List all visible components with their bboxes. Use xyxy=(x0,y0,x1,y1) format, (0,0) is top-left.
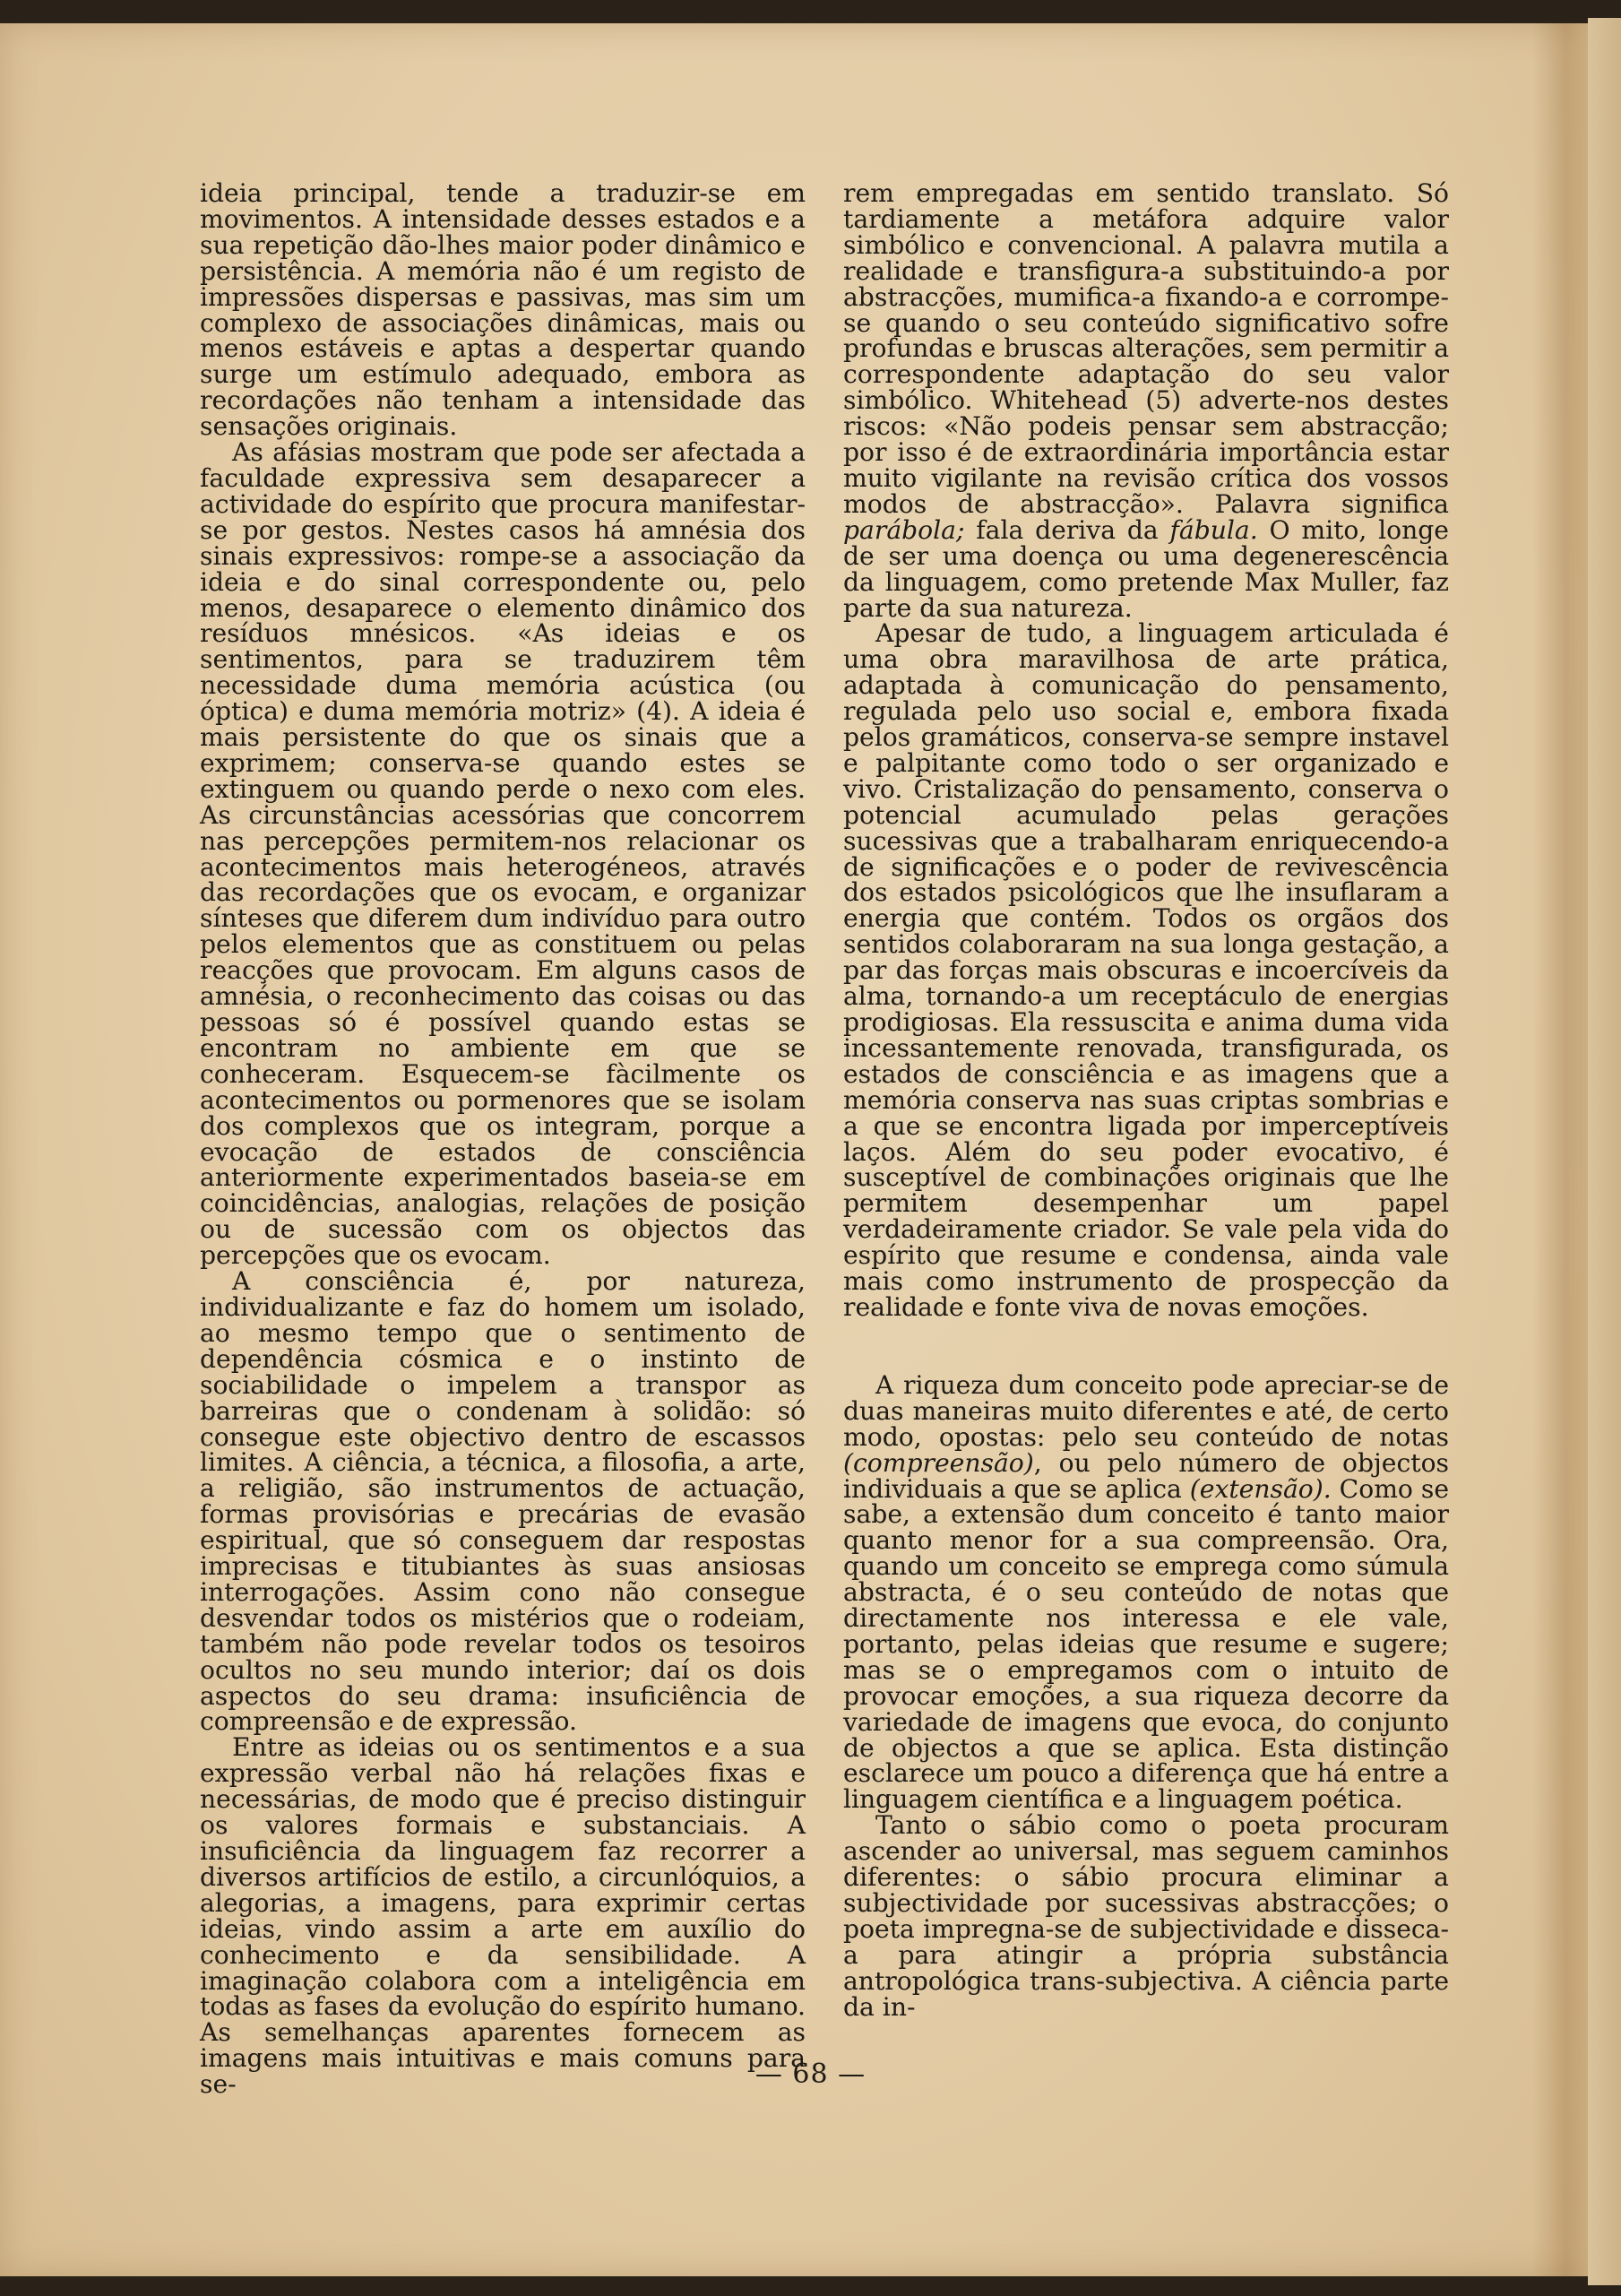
paragraph: A consciência é, por natureza, individualizante e faz do homem um isolado, ao mesmo tempo que o sentimento de dependência cósmica e o instinto de sociabilidade o impelem a transpor as barreiras que o condenam à solidão: só consegue este objectivo dentro de escassos limites. A ciência, a técnica, a filosofia, a arte, a religião, são instrumentos de actuação, formas provisórias e precárias de evasão espiritual, que só conseguem dar respostas imprecisas e titubiantes às suas ansiosas interrogações. Assim cono não consegue desvendar todos os mistérios que o rodeiam, também não pode revelar todos os tesoiros ocultos no seu mundo interior; daí os dois aspectos do seu drama: insuficiência de compreensão e de expressão. xyxy=(200,1266,806,1737)
text-run: rem empregadas em sentido translato. Só tardiamente a metáfora adquire valor simbólico e convencional. A palavra mutila a realidade e transfigura-a substituindo-a por abstracções, mumifica-a fixando-a e corrompe-se quando o seu conteúdo significativo sofre profundas e bruscas alterações, sem permitir a correspondente adaptação do seu valor simbólico. Whitehead (5) adverte-nos destes riscos: «Não podeis pensar sem abstracção; por isso é de extraordinária importância estar muito vigilante na revisão crítica dos vossos modos de abstracção». Palavra significa xyxy=(843,178,1449,519)
text-run: Como se sabe, a extensão dum conceito é tanto maior quanto menor for a sua compreensão. Ora, quando um conceito se emprega como súmula abstracta, é o seu conteúdo de notas que directamente nos interessa e ele vale, portanto, pelas ideias que resume e sugere; mas se o empregamos com o intuito de provocar emoções, a sua riqueza decorre da variedade de imagens que evoca, do conjunto de objectos a que se aplica. Esta distinção esclarece um pouco a diferença que há entre a linguagem científica e a linguagem poética. xyxy=(843,1473,1450,1815)
next-page-edge xyxy=(1588,18,1621,2285)
paragraph: Entre as ideias ou os sentimentos e a sua expressão verbal não há relações fixas e necessárias, de modo que é preciso distinguir os valores formais e substanciais. A insuficiência da linguagem faz recorrer a diversos artifícios de estilo, a circunlóquios, a alegorias, a imagens, para exprimir certas ideias, vindo assim a arte em auxílio do conhecimento e da sensibilidade. A imaginação colabora com a inteligência em todas as fases da evolução do espírito humano. As semelhanças aparentes fornecem as imagens mais intuitivas e mais comuns para se- xyxy=(200,1732,806,2100)
text-run: fala deriva da xyxy=(964,514,1170,545)
paragraph: As afásias mostram que pode ser afectada a faculdade expressiva sem desaparecer a actividade do espírito que procura manifestar-se por gestos. Nestes casos há amnésia dos sinais expressivos: rompe-se a associação da ideia e do sinal correspondente ou, pelo menos, desaparece o elemento dinâmico dos resíduos mnésicos. «As ideias e os sentimentos, para se traduzirem têm necessidade duma memória acústica (ou óptica) e duma memória motriz» (4). A ideia é mais persistente do que os sinais que a exprimem; conserva-se quando estes se extinguem ou quando perde o nexo com eles. As circunstâncias acessórias que concorrem nas percepções permitem-nos relacionar os acontecimentos mais heterogéneos, através das recordações que os evocam, e organizar sínteses que diferem dum indivíduo para outro pelos elementos que as constituem ou pelas reacções que provocam. Em alguns casos de amnésia, o reconhecimento das coisas ou das pessoas só é possível quando estas se encontram no ambiente em que se conheceram. Esquecem-se fàcilmente os acontecimentos ou pormenores que se isolam dos complexos que os integram, porque a evocação de estados de consciência anteriormente experimentados baseia-se em coincidências, analogias, relações de posição ou de sucessão com os objectos das percepções que os evocam. xyxy=(200,437,806,1271)
italic-term: fábula. xyxy=(1169,514,1258,545)
left-column xyxy=(200,178,806,2100)
italic-term: (compreensão) xyxy=(843,1447,1034,1478)
page-number: — 68 — xyxy=(754,2059,867,2090)
paragraph xyxy=(843,178,1449,623)
italic-term: (extensão). xyxy=(1189,1473,1332,1504)
paragraph xyxy=(843,1369,1450,1815)
page-binding-shadow xyxy=(1532,23,1588,2276)
paragraph: Apesar de tudo, a linguagem articulada é uma obra maravilhosa de arte prática, adaptada à comunicação do pensamento, regulada pelo uso social e, embora fixada pelos gramáticos, conserva-se sempre instavel e palpitante como todo o ser organizado e vivo. Cristalização do pensamento, conserva o potencial acumulado pelas gerações sucessivas que a trabalharam enriquecendo-a de significações e o poder de revivescência dos estados psicológicos que lhe insuflaram a energia que contém. Todos os orgãos dos sentidos colaboraram na sua longa gestação, a par das forças mais obscuras e incoercíveis da alma, tornando-a um receptáculo de energias prodigiosas. Ela ressuscita e anima duma vida incessantemente renovada, transfigurada, os estados de consciência e as imagens que a memória conserva nas suas criptas sombrias e a que se encontra ligada por imperceptíveis laços. Além do seu poder evocativo, é susceptível de combinações originais que lhe permitem desempenhar um papel verdadeiramente criador. Se vale pela vida do espírito que resume e condensa, ainda vale mais como instrumento de prospecção da realidade e fonte viva de novas emoções. xyxy=(843,618,1449,1322)
right-column xyxy=(843,178,1450,2022)
paragraph: Tanto o sábio como o poeta procuram ascender ao universal, mas seguem caminhos diferentes: o sábio procura eliminar a subjectividade por sucessivas abstracções; o poeta impregna-se de subjectividade e disseca-a para atingir a própria substância antropológica trans-subjectiva. A ciência parte da in- xyxy=(843,1810,1449,2022)
text-run: A riqueza dum conceito pode apreciar-se de duas maneiras muito diferentes e até, de certo modo, opostas: pelo seu conteúdo de notas xyxy=(843,1369,1449,1452)
text-run: O mito, longe de ser uma doença ou uma degenerescência da linguagem, como pretende Max Muller, faz parte da sua natureza. xyxy=(843,514,1449,623)
italic-term: parábola; xyxy=(843,514,965,545)
text-run: , ou pelo número de objectos individuais a que se aplica xyxy=(843,1447,1449,1504)
paragraph: ideia principal, tende a traduzir-se em movimentos. A intensidade desses estados e a sua repetição dão-lhes maior poder dinâmico e persistência. A memória não é um registo de impressões dispersas e passivas, mas sim um complexo de associações dinâmicas, mais ou menos estáveis e aptas a despertar quando surge um estímulo adequado, embora as recordações não tenham a intensidade das sensações originais. xyxy=(200,178,806,442)
